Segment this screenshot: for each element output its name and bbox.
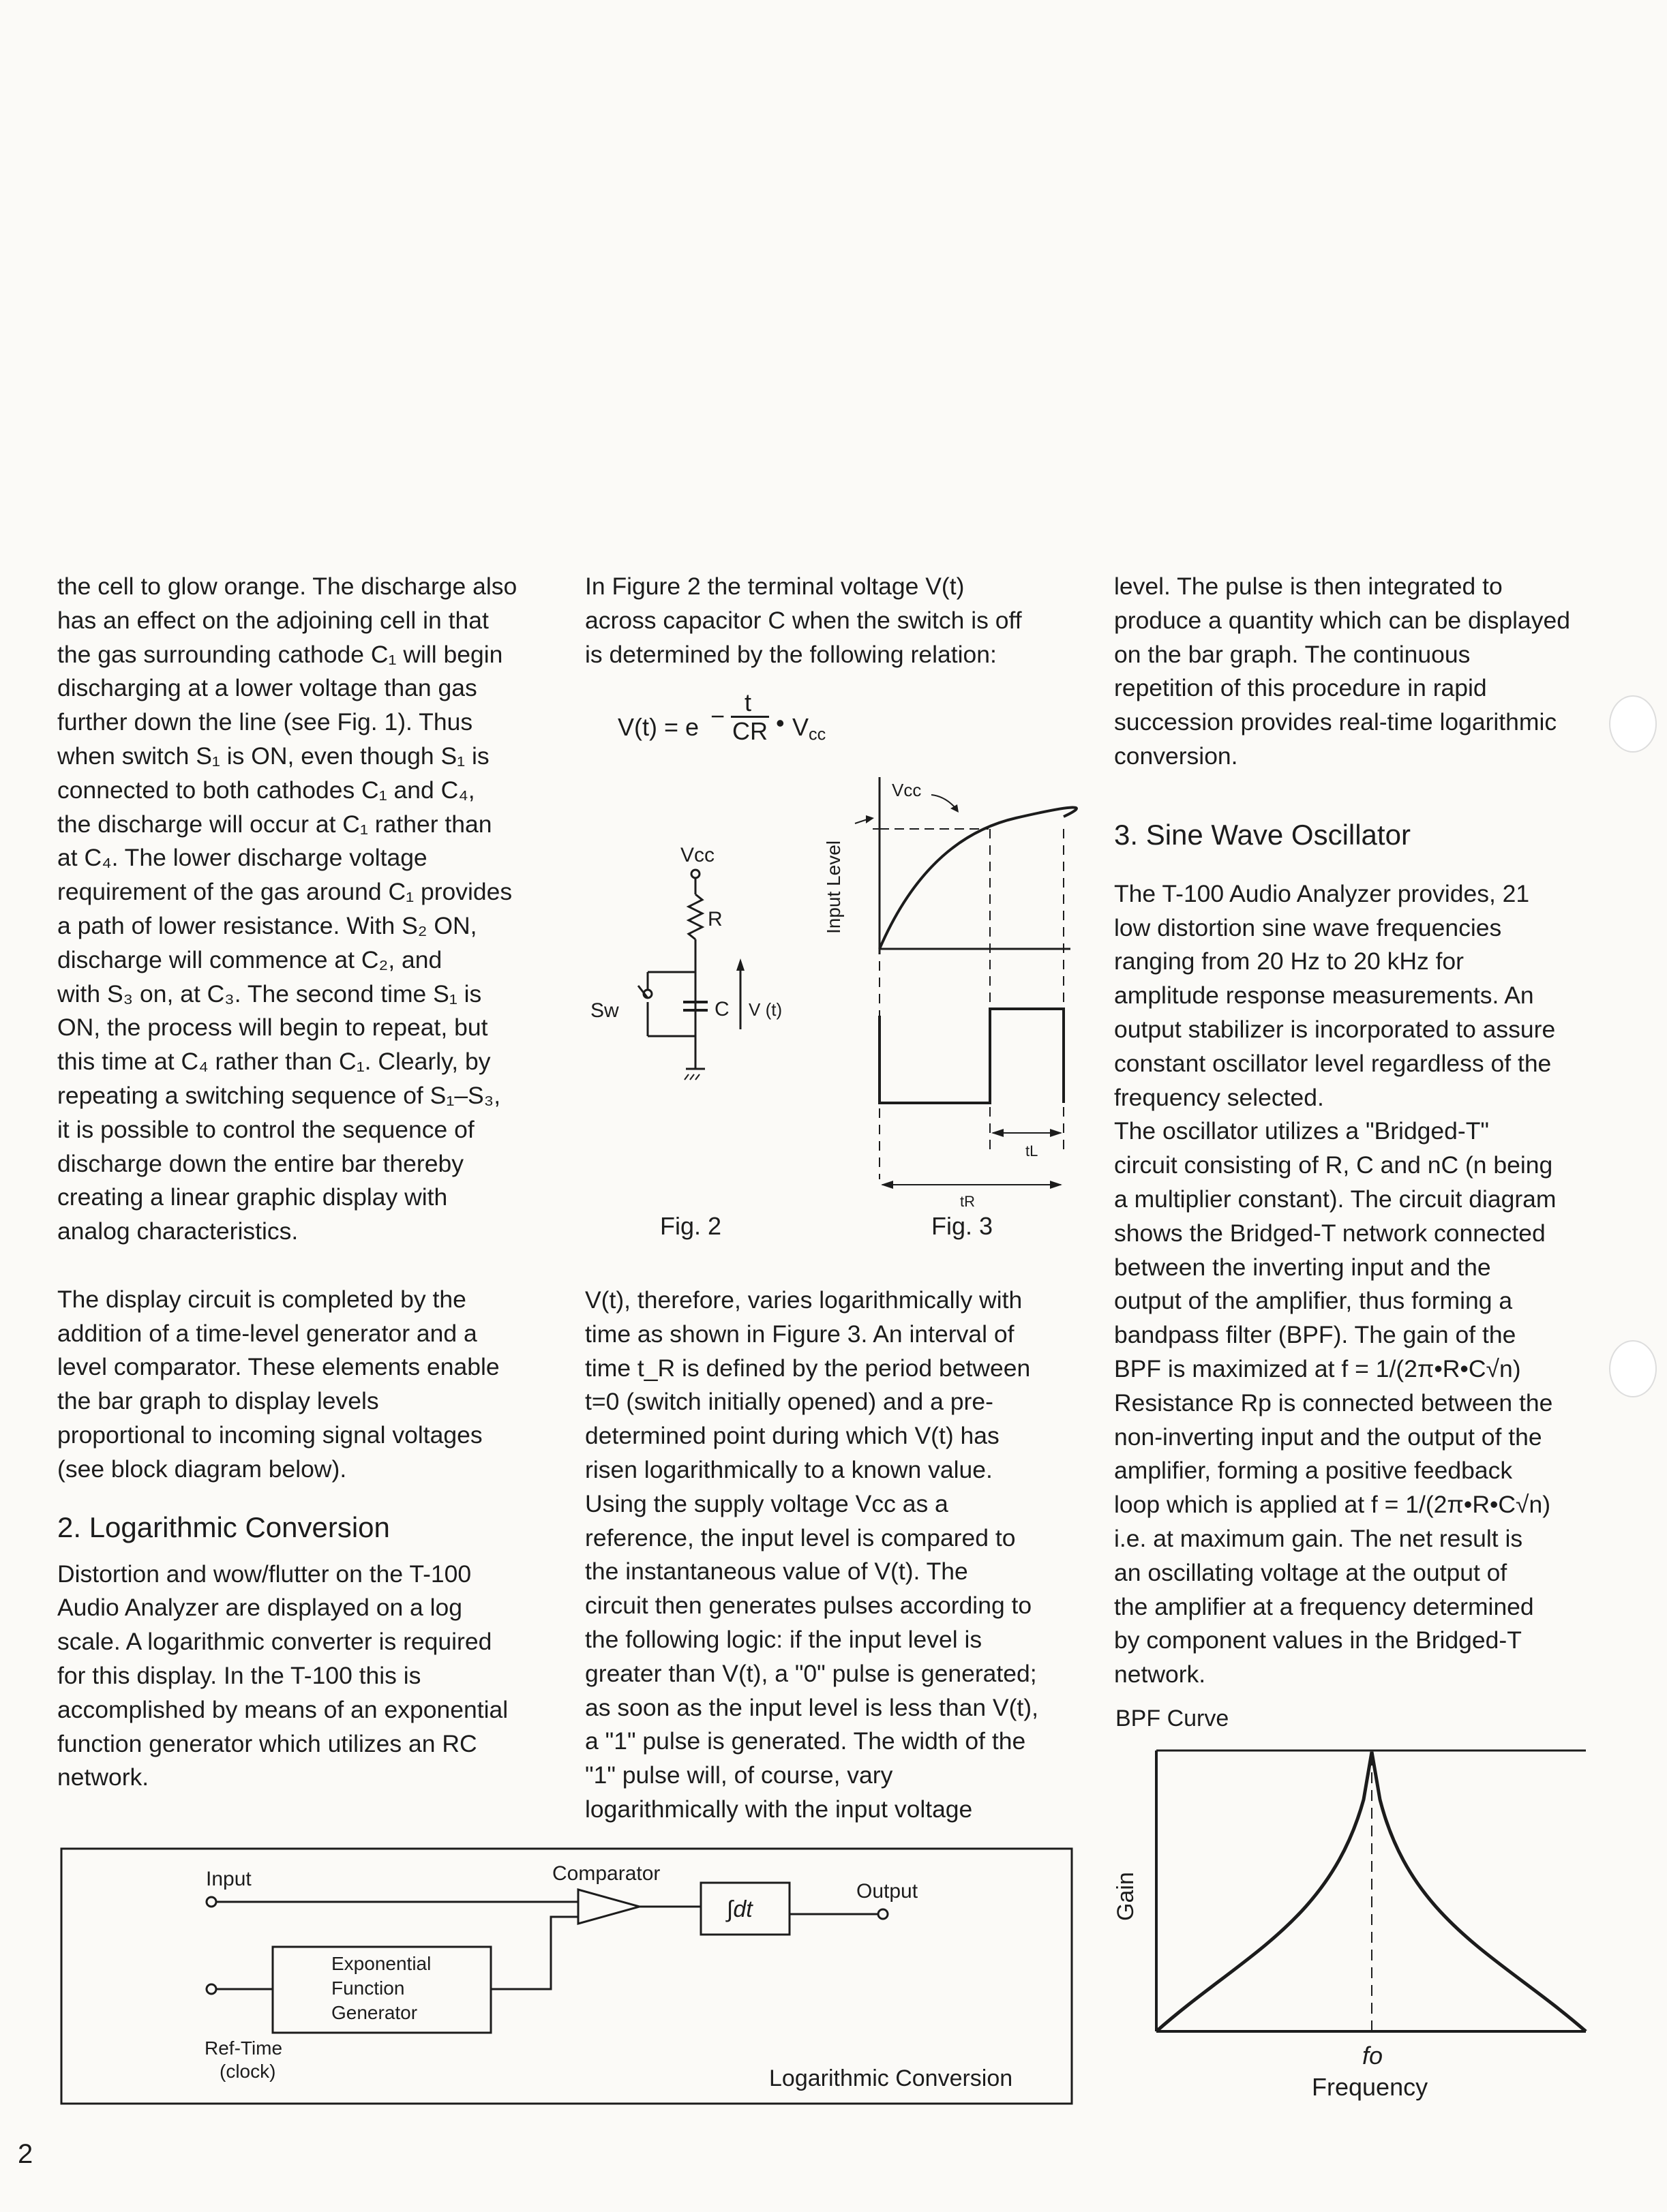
text-line: further down the line (see Fig. 1). Thus: [57, 708, 473, 736]
text-line: Resistance Rp is connected between the: [1114, 1389, 1553, 1416]
left-para-3: [57, 1558, 548, 1796]
text-line: scale. A logarithmic converter is required: [57, 1628, 492, 1656]
svg-text:C: C: [715, 998, 730, 1020]
text-line: by component values in the Bridged-T: [1114, 1626, 1522, 1654]
text-line: constant oscillator level regardless of the: [1114, 1049, 1552, 1077]
text-line: creating a linear graphic display with: [57, 1183, 448, 1211]
text-line: i.e. at maximum gain. The net result is: [1114, 1524, 1523, 1552]
text-line: has an effect on the adjoining cell in that: [57, 606, 489, 634]
text-line: on the bar graph. The continuous: [1114, 640, 1471, 668]
section-heading-log-conversion: 2. Logarithmic Conversion: [57, 1511, 390, 1543]
text-line: conversion.: [1114, 742, 1238, 770]
text-line: loop which is applied at f = 1/(2π•R•C√n): [1114, 1491, 1551, 1519]
text-line: output stabilizer is incorporated to assure: [1114, 1015, 1556, 1043]
middle-column-bottom: [585, 1284, 1076, 1827]
left-column: [57, 570, 548, 1795]
log-conversion-block-diagram: [60, 1840, 1076, 2106]
fig3-label: Fig. 3: [931, 1212, 993, 1240]
svg-text:fo: fo: [1362, 2042, 1383, 2070]
text-line: Using the supply voltage Vcc as a: [585, 1489, 948, 1517]
section-heading-sine-oscillator: 3. Sine Wave Oscillator: [1114, 818, 1411, 851]
text-line: it is possible to control the sequence of: [57, 1115, 475, 1143]
text-line: reference, the input level is compared to: [585, 1524, 1016, 1551]
text-line: accomplished by means of an exponential: [57, 1695, 509, 1723]
text-line: repetition of this procedure in rapid: [1114, 674, 1487, 702]
text-line: V(t), therefore, varies logarithmically with: [585, 1286, 1023, 1314]
text-line: determined point during which V(t) has: [585, 1422, 1000, 1450]
text-line: amplifier, forming a positive feedback: [1114, 1457, 1513, 1485]
bpf-title: BPF Curve: [1115, 1706, 1229, 1731]
svg-text:tR: tR: [960, 1193, 975, 1207]
text-line: circuit consisting of R, C and nC (n being: [1114, 1151, 1553, 1179]
left-para-1: [57, 570, 548, 1249]
svg-text:Function: Function: [331, 1978, 405, 1999]
text-line: frequency selected.: [1114, 1083, 1324, 1111]
text-line: a "1" pulse is generated. The width of the: [585, 1727, 1026, 1755]
text-line: greater than V(t), a "0" pulse is generated;: [585, 1659, 1037, 1687]
text-line: circuit then generates pulses according to: [585, 1592, 1032, 1620]
text-line: output of the amplifier, thus forming a: [1114, 1287, 1513, 1315]
text-line: level. The pulse is then integrated to: [1114, 573, 1503, 600]
text-line: when switch S₁ is ON, even though S₁ is: [57, 742, 490, 770]
svg-text:Sw: Sw: [590, 999, 619, 1022]
page-number: 2: [18, 2139, 33, 2169]
text-line: "1" pulse will, of course, vary: [585, 1761, 893, 1789]
text-line: network.: [57, 1763, 149, 1791]
text-line: the amplifier at a frequency determined: [1114, 1592, 1534, 1620]
text-line: the gas surrounding cathode C₁ will begin: [57, 640, 503, 668]
punch-hole-top: [1609, 695, 1657, 753]
left-para-2: [57, 1283, 548, 1487]
text-line: Distortion and wow/flutter on the T-100: [57, 1560, 472, 1588]
text-line: with S₃ on, at C₃. The second time S₁ is: [57, 980, 482, 1007]
text-line: requirement of the gas around C₁ provides: [57, 878, 513, 906]
text-line: t=0 (switch initially opened) and a pre-: [585, 1388, 993, 1416]
middle-para-1: [585, 570, 1076, 671]
text-line: the bar graph to display levels: [57, 1387, 379, 1415]
bpf-curve: [1105, 1738, 1595, 2106]
text-line: across capacitor C when the switch is off: [585, 606, 1022, 634]
text-line: bandpass filter (BPF). The gain of the: [1114, 1321, 1516, 1349]
text-line: produce a quantity which can be displayed: [1114, 606, 1571, 634]
text-line: at C₄. The lower discharge voltage: [57, 844, 427, 872]
right-column: [1114, 570, 1605, 1692]
svg-text:(clock): (clock): [220, 2061, 276, 2082]
text-line: as soon as the input level is less than V(t),: [585, 1693, 1038, 1721]
text-line: the discharge will occur at C₁ rather than: [57, 810, 492, 838]
text-line: between the inverting input and the: [1114, 1253, 1491, 1281]
middle-column-top: [585, 570, 1076, 671]
text-line: The T-100 Audio Analyzer provides, 21: [1114, 879, 1530, 907]
right-para-2: [1114, 877, 1605, 1692]
text-line: the cell to glow orange. The discharge also: [57, 573, 517, 600]
svg-text:R: R: [708, 908, 723, 930]
text-line: non-inverting input and the output of the: [1114, 1423, 1542, 1451]
text-line: a multiplier constant). The circuit diagram: [1114, 1185, 1557, 1213]
text-line: analog characteristics.: [57, 1217, 299, 1245]
svg-text:Ref-Time: Ref-Time: [205, 2037, 283, 2059]
svg-text:Vcc: Vcc: [892, 780, 922, 800]
text-line: discharge down the entire bar thereby: [57, 1149, 464, 1177]
text-line: succession provides real-time logarithmic: [1114, 708, 1557, 736]
middle-para-2: [585, 1284, 1076, 1827]
text-line: The display circuit is completed by the: [57, 1285, 466, 1313]
text-line: the following logic: if the input level is: [585, 1625, 982, 1653]
text-line: this time at C₄ rather than C₁. Clearly, by: [57, 1048, 491, 1076]
text-line: connected to both cathodes C₁ and C₄,: [57, 776, 475, 804]
svg-text:Vcc: Vcc: [680, 844, 715, 866]
text-line: for this display. In the T-100 this is: [57, 1661, 421, 1689]
text-line: a path of lower resistance. With S₂ ON,: [57, 911, 477, 939]
svg-text:V (t): V (t): [749, 999, 783, 1020]
text-line: level comparator. These elements enable: [57, 1353, 500, 1381]
right-para-1: [1114, 570, 1605, 774]
svg-text:Input: Input: [206, 1868, 252, 1890]
text-line: risen logarithmically to a known value.: [585, 1455, 993, 1483]
svg-text:Output: Output: [856, 1880, 918, 1903]
text-line: BPF is maximized at f = 1/(2π•R•C√n): [1114, 1354, 1521, 1382]
text-line: addition of a time-level generator and a: [57, 1319, 477, 1347]
text-line: amplitude response measurements. An: [1114, 982, 1534, 1010]
text-line: In Figure 2 the terminal voltage V(t): [585, 573, 965, 600]
text-line: the instantaneous value of V(t). The: [585, 1558, 968, 1586]
text-line: function generator which utilizes an RC: [57, 1729, 477, 1757]
svg-text:Logarithmic Conversion: Logarithmic Conversion: [769, 2065, 1013, 2091]
text-line: The oscillator utilizes a "Bridged-T": [1114, 1117, 1490, 1145]
text-line: (see block diagram below).: [57, 1455, 347, 1483]
svg-text:∫dt: ∫dt: [727, 1896, 753, 1922]
text-line: network.: [1114, 1661, 1206, 1688]
svg-text:tL: tL: [1025, 1142, 1038, 1160]
punch-hole-bottom: [1609, 1340, 1657, 1397]
text-line: time t_R is defined by the period between: [585, 1354, 1031, 1382]
bpf-ylabel: Gain: [1113, 1872, 1139, 1921]
text-line: ranging from 20 Hz to 20 kHz for: [1114, 948, 1464, 975]
text-line: repeating a switching sequence of S₁–S₃,: [57, 1081, 501, 1109]
text-line: Audio Analyzer are displayed on a log: [57, 1594, 463, 1622]
fig2-label: Fig. 2: [660, 1212, 722, 1240]
text-line: time as shown in Figure 3. An interval of: [585, 1320, 1015, 1348]
fig2-circuit: [580, 832, 811, 1104]
text-line: logarithmically with the input voltage: [585, 1795, 973, 1823]
text-line: low distortion sine wave frequencies: [1114, 913, 1502, 941]
svg-text:Frequency: Frequency: [1312, 2073, 1428, 2101]
svg-text:Exponential: Exponential: [331, 1953, 432, 1974]
text-line: is determined by the following relation:: [585, 640, 997, 668]
text-line: discharging at a lower voltage than gas: [57, 674, 477, 702]
text-line: proportional to incoming signal voltages: [57, 1421, 483, 1449]
text-line: shows the Bridged-T network connected: [1114, 1219, 1546, 1247]
text-line: discharge will commence at C₂, and: [57, 945, 442, 973]
fig3-ylabel: Input Level: [823, 840, 844, 934]
fig3-waveform: [811, 770, 1084, 1207]
text-line: an oscillating voltage at the output of: [1114, 1558, 1507, 1586]
svg-text:Generator: Generator: [331, 2002, 418, 2023]
text-line: ON, the process will begin to repeat, but: [57, 1014, 488, 1042]
svg-text:Comparator: Comparator: [552, 1862, 661, 1885]
